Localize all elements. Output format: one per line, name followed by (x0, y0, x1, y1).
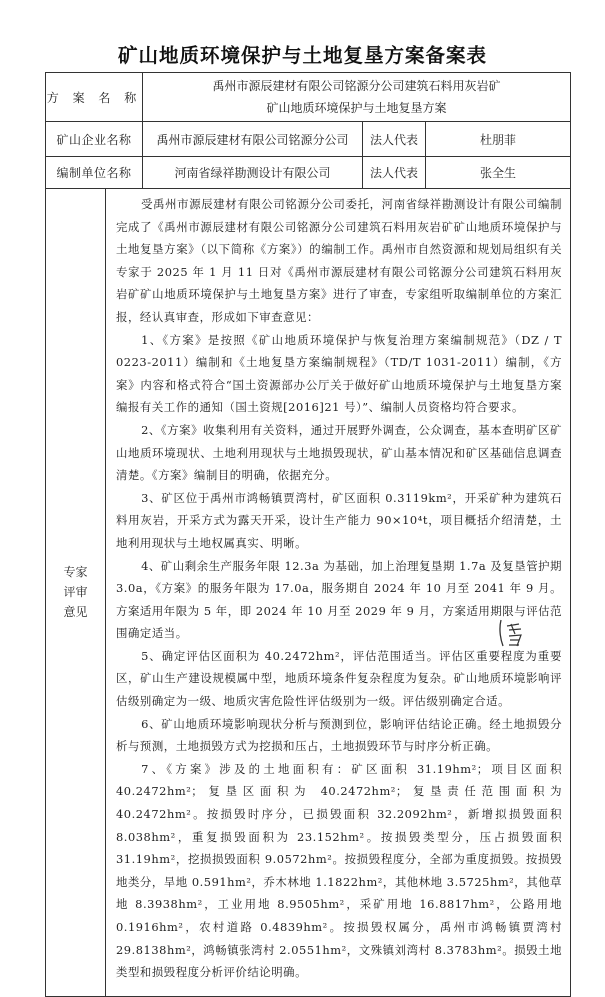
plan-name-row (46, 73, 571, 122)
opinion-paragraph: 7、《方案》涉及的土地面积有：矿区面积 31.19hm²；项目区面积 40.2472hm²；复垦区面积为 40.2472hm²；复垦责任范围面积为 40.2472hm²。按损毁时序分，已损毁面积 32.2092hm²，新增拟损毁面积 8.038hm²，重复损毁面积为 23.152hm²。按损毁类型分，压占损毁面积 31.19hm²，挖损损毁面积 9.0572hm²。按损毁程度分，全部为重度损毁。按损毁地类分，旱地 0.591hm²，乔木林地 1.1822hm²，其他林地 3.5725hm²，其他草地 8.3938hm²，工业用地 8.9505hm²，采矿用地 16.8817hm²，公路用地 0.1916hm²，农村道路 0.4839hm²。按损毁权属分，禹州市鸿畅镇贾湾村 29.8138hm²，鸿畅镇张湾村 2.0551hm²，文殊镇刘湾村 8.3783hm²。损毁土地类型和损毁程度分析评价结论明确。 (116, 761, 563, 980)
opinion-label (46, 189, 106, 997)
plan-name-value (143, 73, 571, 122)
opinion-paragraph: 2、《方案》收集利用有关资料，通过开展野外调查，公众调查，基本查明矿区矿山地质环境现状、土地利用现状与土地损毁现状，矿山基本情况和矿区基础信息调查清楚。《方案》编制目的明确，依据充分。 (116, 422, 563, 483)
opinion-paragraph: 1、《方案》是按照《矿山地质环境保护与恢复治理方案编制规范》（DZ / T 0223-2011）编制和《土地复垦方案编制规程》（TD/T 1031-2011）编制，《方案》内容和格式符合“国土资源部办公厅关于做好矿山地质环境保护与土地复垦方案编报有关工作的通知（国土资规[2016]21 号）”、编制人员资格均符合要求。 (116, 332, 563, 415)
filing-table (45, 72, 571, 997)
compiler-label: 编制单位名称 (46, 157, 143, 189)
plan-name-line2: 矿山地质环境保护与土地复垦方案 (266, 101, 447, 115)
plan-name-label: 方 案 名 称 (46, 73, 143, 122)
opinion-row (46, 189, 571, 997)
opinion-paragraph: 4、矿山剩余生产服务年限 12.3a 为基础，加上治理复垦期 1.7a 及复垦管护期 3.0a，《方案》的服务年限为 17.0a，服务期自 2024 年 10 月至 2041 年 9 月。方案适用年限为 5 年，即 2024 年 10 月至 2029 年 9 月，方案适用期限与评估范围确定适当。 (116, 558, 563, 641)
opinion-paragraph: 5、确定评估区面积为 40.2472hm²，评估范围适当。评估区重要程度为重要区，矿山生产建设规模属中型，地质环境条件复杂程度为复杂。矿山地质环境影响评估级别确定为一级、地质灾害危险性评估级别为一级。评估级别确定合适。 (116, 648, 563, 709)
handwritten-signature (497, 618, 527, 650)
document-title: 矿山地质环境保护与土地复垦方案备案表 (117, 44, 487, 67)
opinion-label-line2: 评审 (63, 585, 88, 600)
opinion-label-line1: 专家 (63, 565, 88, 580)
opinion-paragraph: 6、矿山地质环境影响现状分析与预测到位，影响评估结论正确。经土地损毁分析与预测，土地损毁方式为挖损和压占，土地损毁环节与时序分析正确。 (116, 716, 563, 754)
compiler-rep-value: 张全生 (426, 157, 571, 189)
enterprise-value: 禹州市源辰建材有限公司铭源分公司 (143, 122, 363, 157)
opinion-text (106, 189, 571, 997)
enterprise-rep-label: 法人代表 (363, 122, 426, 157)
compiler-rep-label: 法人代表 (363, 157, 426, 189)
compiler-row (46, 157, 571, 189)
opinion-paragraph: 受禹州市源辰建材有限公司铭源分公司委托，河南省绿祥勘测设计有限公司编制完成了《禹州市源辰建材有限公司铭源分公司建筑石料用灰岩矿矿山地质环境保护与土地复垦方案》（以下简称《方案》）的编制工作。禹州市自然资源和规划局组织有关专家于 2025 年 1 月 11 日对《禹州市源辰建材有限公司铭源分公司建筑石料用灰岩矿矿山地质环境保护与土地复垦方案》进行了审查，专家组听取编制单位的方案汇报，经认真审查，形成如下审查意见： (116, 197, 563, 324)
enterprise-rep-value: 杜朋菲 (426, 122, 571, 157)
enterprise-label: 矿山企业名称 (46, 122, 143, 157)
opinion-paragraph: 3、矿区位于禹州市鸿畅镇贾湾村，矿区面积 0.3119km²，开采矿种为建筑石料用灰岩，开采方式为露天开采，设计生产能力 90×10⁴t，项目概括介绍清楚，土地利用现状与土地权属真实、明晰。 (116, 490, 563, 550)
plan-name-line1: 禹州市源辰建材有限公司铭源分公司建筑石料用灰岩矿 (212, 79, 501, 93)
enterprise-row (46, 122, 571, 157)
compiler-value: 河南省绿祥勘测设计有限公司 (143, 157, 363, 189)
opinion-label-line3: 意见 (63, 605, 88, 620)
